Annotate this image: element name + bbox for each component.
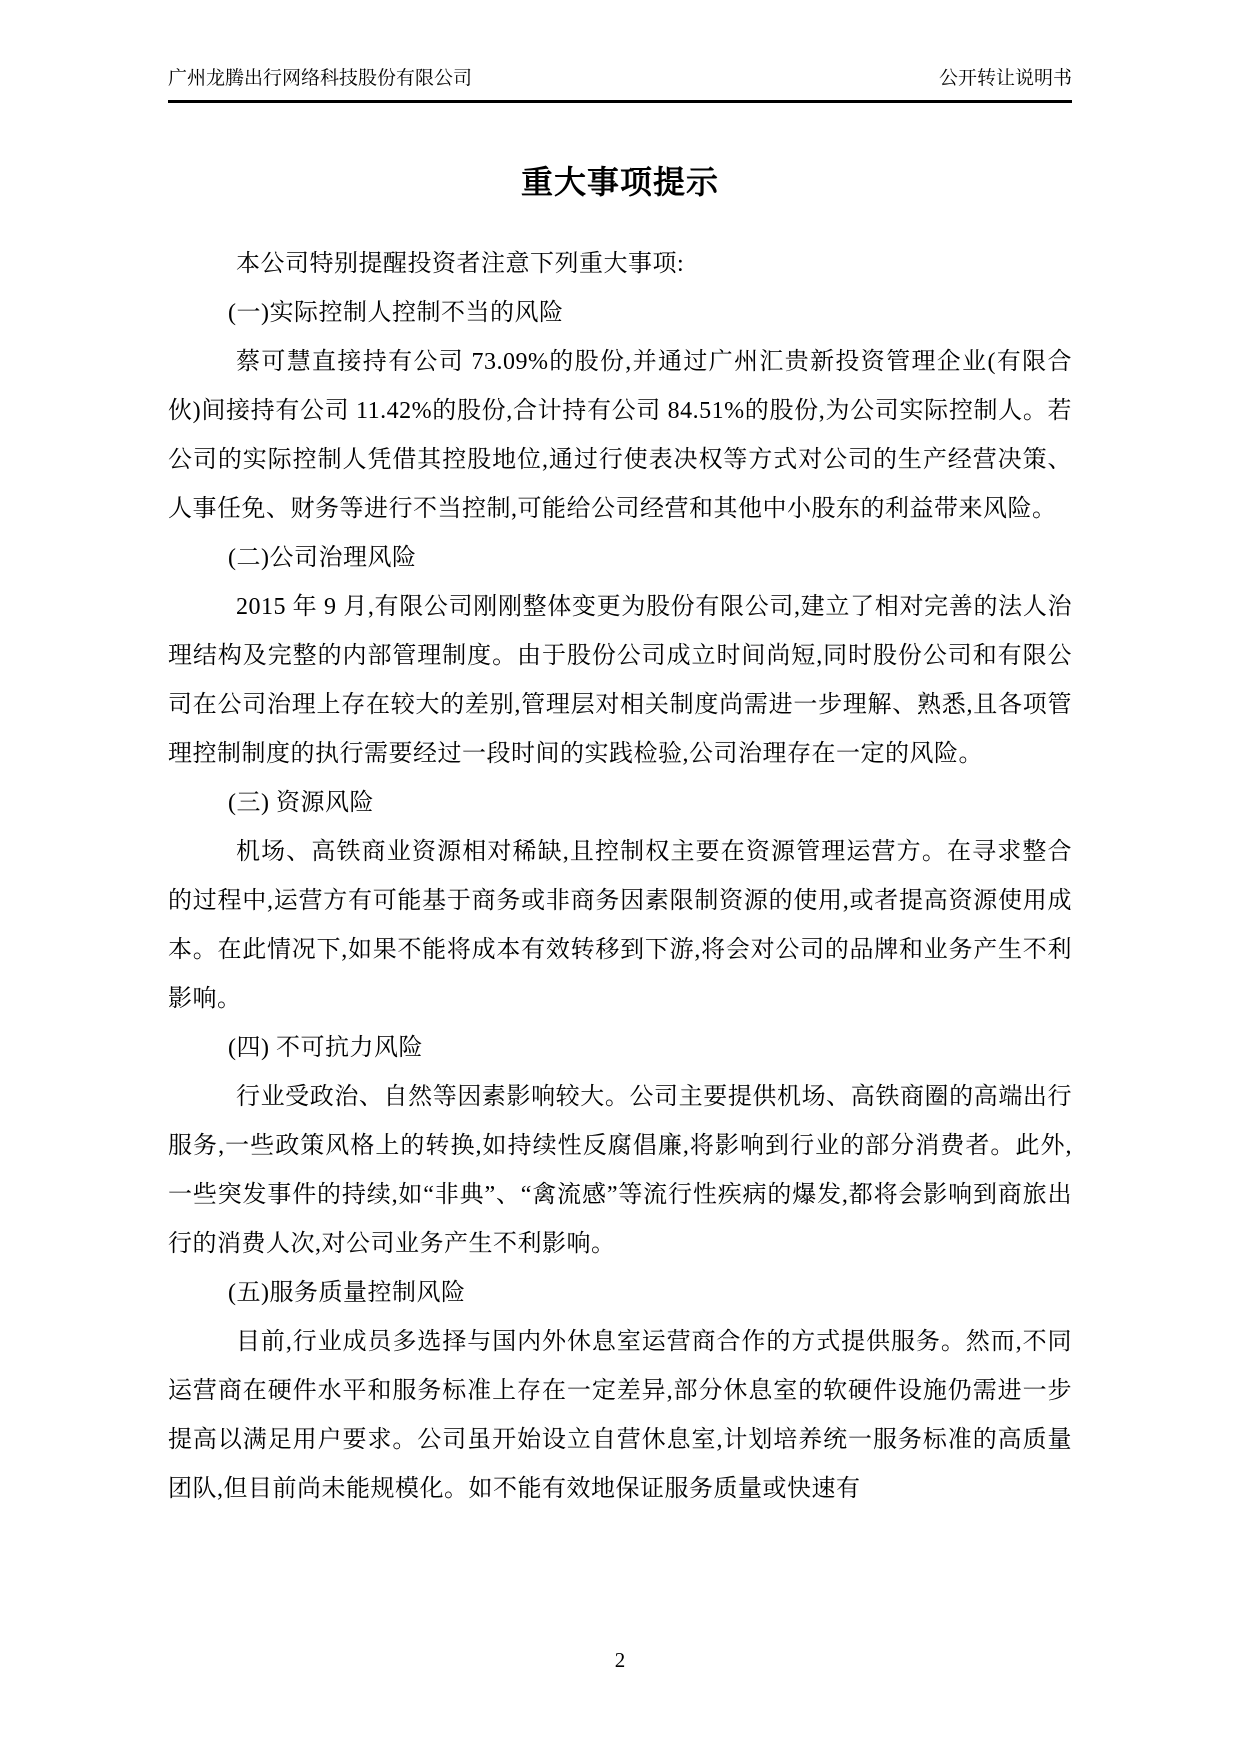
section-paragraph-2: 2015 年 9 月,有限公司刚刚整体变更为股份有限公司,建立了相对完善的法人治理结构及完整的内部管理制度。由于股份公司成立时间尚短,同时股份公司和有限公司在公司治理上存在较大的差别,管理层对相关制度尚需进一步理解、熟悉,且各项管理控制制度的执行需要经过一段时间的实践检验,公司治理存在一定的风险。 (168, 594, 1072, 767)
section-paragraph-1: 蔡可慧直接持有公司 73.09%的股份,并通过广州汇贵新投资管理企业(有限合伙)间接持有公司 11.42%的股份,合计持有公司 84.51%的股份,为公司实际控制人。若公司的实际控制人凭借其控股地位,通过行使表决权等方式对公司的生产经营决策、人事任免、财务等进行不当控制,可能给公司经营和其他中小股东的利益带来风险。 (168, 349, 1072, 522)
section-heading-4: (四) 不可抗力风险 (228, 1035, 423, 1061)
header-company-name: 广州龙腾出行网络科技股份有限公司 (168, 68, 473, 89)
section-paragraph-4: 行业受政治、自然等因素影响较大。公司主要提供机场、高铁商圈的高端出行服务,一些政策风格上的转换,如持续性反腐倡廉,将影响到行业的部分消费者。此外,一些突发事件的持续,如“非典”、“禽流感”等流行性疾病的爆发,都将会影响到商旅出行的消费人次,对公司业务产生不利影响。 (168, 1084, 1072, 1257)
section-heading-3: (三) 资源风险 (228, 790, 374, 816)
section-heading-1: (一)实际控制人控制不当的风险 (228, 300, 564, 326)
section-heading-5: (五)服务质量控制风险 (228, 1280, 466, 1306)
page-number: 2 (614, 1648, 626, 1672)
intro-paragraph: 本公司特别提醒投资者注意下列重大事项: (236, 251, 685, 277)
document-body (168, 240, 1072, 1514)
header-doc-type: 公开转让说明书 (938, 68, 1072, 89)
page-header (168, 66, 1072, 103)
section-paragraph-3: 机场、高铁商业资源相对稀缺,且控制权主要在资源管理运营方。在寻求整合的过程中,运营方有可能基于商务或非商务因素限制资源的使用,或者提高资源使用成本。在此情况下,如果不能将成本有效转移到下游,将会对公司的品牌和业务产生不利影响。 (168, 839, 1072, 1012)
page-title: 重大事项提示 (520, 164, 719, 200)
section-heading-2: (二)公司治理风险 (228, 545, 417, 571)
section-paragraph-5: 目前,行业成员多选择与国内外休息室运营商合作的方式提供服务。然而,不同运营商在硬件水平和服务标准上存在一定差异,部分休息室的软硬件设施仍需进一步提高以满足用户要求。公司虽开始设立自营休息室,计划培养统一服务标准的高质量团队,但目前尚未能规模化。如不能有效地保证服务质量或快速有 (168, 1329, 1072, 1502)
